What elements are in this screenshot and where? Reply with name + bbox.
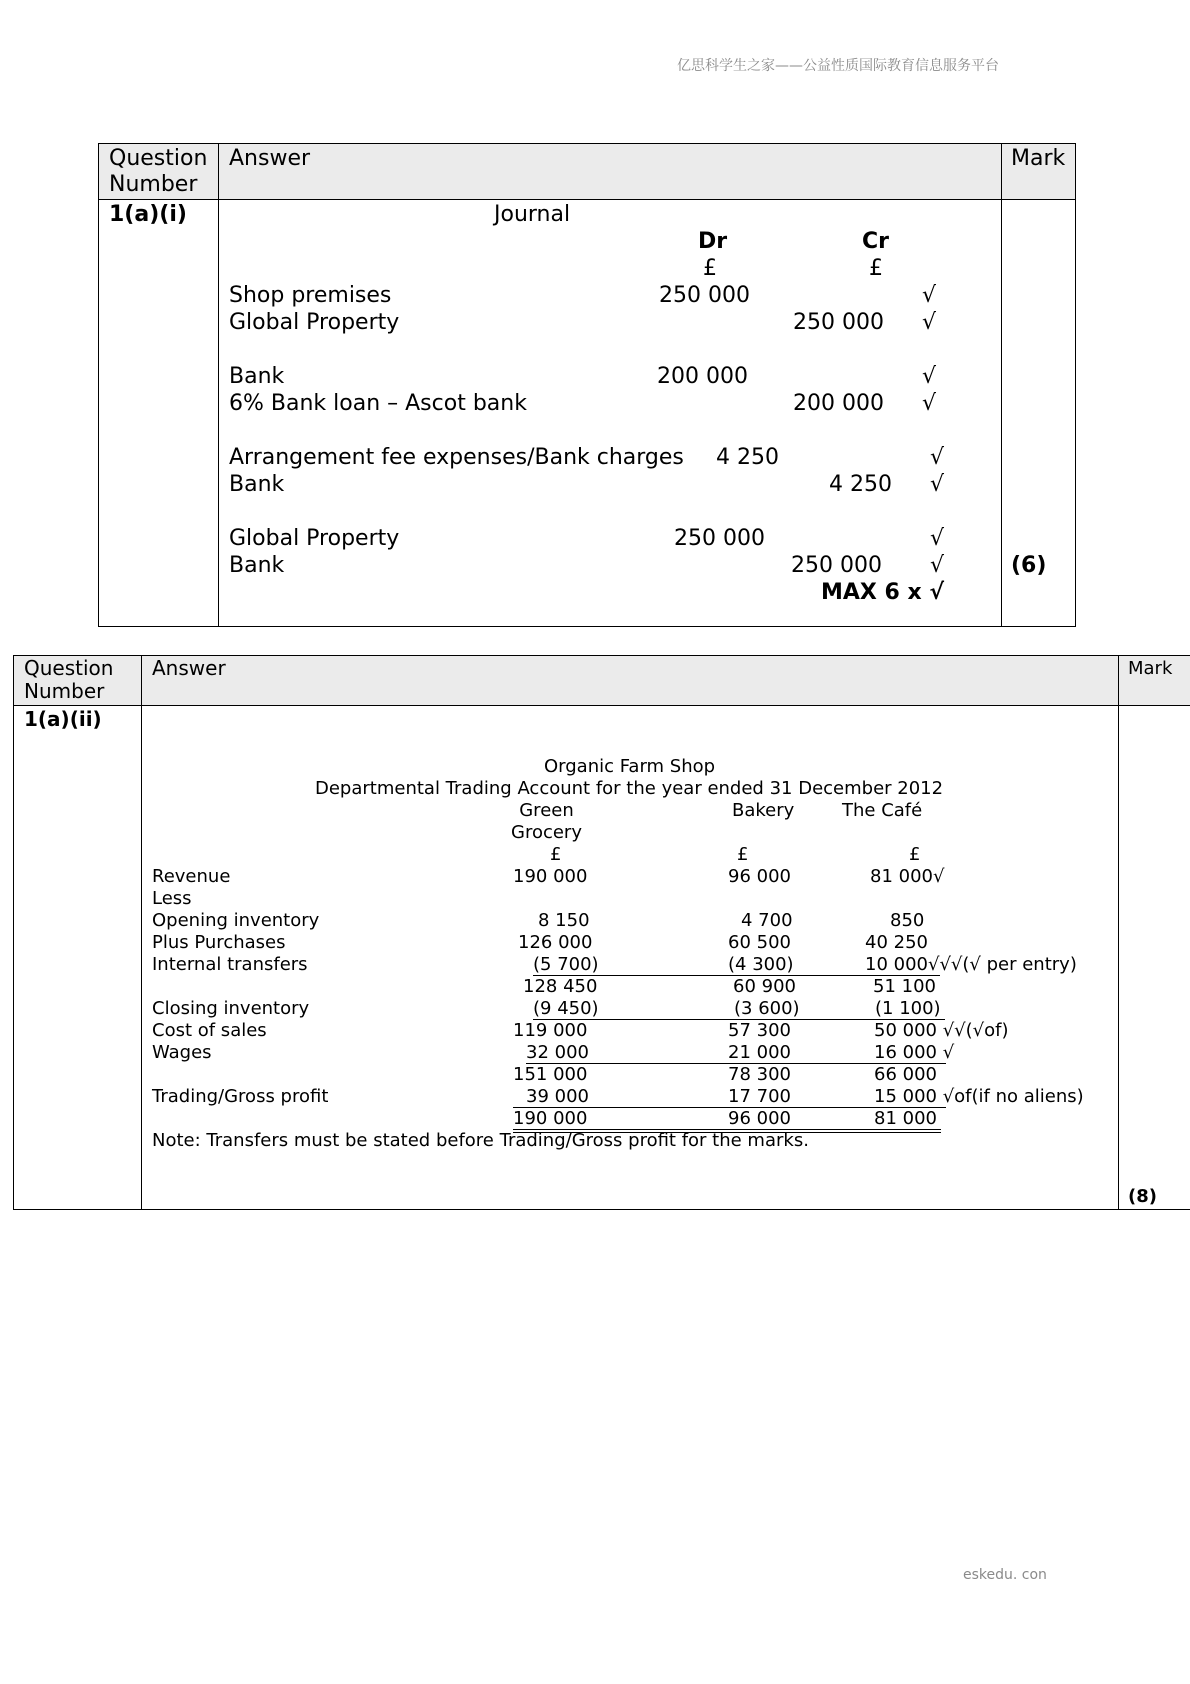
row-label: Wages — [152, 1042, 212, 1063]
currency-symbol: £ — [909, 844, 921, 865]
credit-column-label: Cr — [862, 229, 889, 254]
column-label-the-cafe: The Café — [842, 800, 923, 821]
mark-scheme-table-1aII — [13, 655, 1190, 1210]
cell-value: 119 000 — [513, 1020, 588, 1041]
tick-mark: √ — [930, 526, 945, 551]
debit-currency: £ — [703, 256, 717, 281]
row-label: Internal transfers — [152, 954, 308, 975]
cell-value: 151 000 — [513, 1064, 588, 1085]
account-subtitle: Departmental Trading Account for the year ended 31 December 2012 — [315, 778, 944, 799]
tick-mark: √ — [922, 310, 937, 335]
row-label: Less — [152, 888, 192, 909]
cell-value: 32 000 — [526, 1042, 589, 1063]
tick-mark: √ — [922, 391, 937, 416]
tick-mark: √ — [930, 553, 945, 578]
column-header-question-number: Question Number — [109, 146, 208, 197]
cell-value: 15 000 √of(if no aliens) — [874, 1086, 1084, 1107]
journal-account: Global Property — [229, 310, 400, 335]
currency-symbol: £ — [737, 844, 749, 865]
journal-credit: 250 000 — [793, 310, 884, 335]
credit-currency: £ — [869, 256, 883, 281]
cell-value: 81 000√ — [870, 866, 945, 887]
journal-credit: 200 000 — [793, 391, 884, 416]
cell-value: 8 150 — [538, 910, 590, 931]
row-label: Revenue — [152, 866, 231, 887]
journal-account: Arrangement fee expenses/Bank charges — [229, 445, 684, 470]
cell-value: 51 100 — [873, 976, 936, 997]
column-label-green-grocery: Green Grocery — [511, 800, 582, 843]
cell-value: 81 000 — [874, 1108, 937, 1129]
footer-watermark-text: eskedu. con — [963, 1567, 1047, 1583]
cell-value: 850 — [890, 910, 925, 931]
tick-mark: √ — [922, 364, 937, 389]
cell-value: 16 000 √ — [874, 1042, 955, 1063]
cell-value: 128 450 — [523, 976, 598, 997]
cell-value: 126 000 — [518, 932, 593, 953]
journal-debit: 250 000 — [674, 526, 765, 551]
cell-value: 96 000 — [728, 1108, 791, 1129]
journal-title: Journal — [494, 202, 571, 227]
cell-value: 66 000 — [874, 1064, 937, 1085]
column-header-answer: Answer — [152, 656, 226, 680]
cell-value: (3 600) — [734, 998, 800, 1019]
cell-value: 39 000 — [526, 1086, 589, 1107]
tick-mark: √ — [930, 472, 945, 497]
row-label: Opening inventory — [152, 910, 320, 931]
transfer-note: Note: Transfers must be stated before Trading/Gross profit for the marks. — [152, 1130, 809, 1151]
cell-value: 190 000 — [513, 1108, 588, 1129]
cell-value: 190 000 — [513, 866, 588, 887]
mark-scheme-table-1aI — [98, 143, 1076, 627]
tick-mark: √ — [922, 283, 937, 308]
journal-account: Global Property — [229, 526, 400, 551]
cell-value: 10 000√√√(√ per entry) — [865, 954, 1077, 975]
column-divider — [1001, 144, 1002, 626]
column-header-mark: Mark — [1128, 658, 1173, 679]
cell-value: 40 250 — [865, 932, 928, 953]
cell-value: 60 900 — [733, 976, 796, 997]
currency-symbol: £ — [550, 844, 562, 865]
column-divider — [218, 144, 219, 626]
row-label: Plus Purchases — [152, 932, 286, 953]
cell-value: 4 700 — [741, 910, 793, 931]
max-marks-note: MAX 6 x √ — [821, 580, 945, 605]
cell-value: 57 300 — [728, 1020, 791, 1041]
cell-value: 60 500 — [728, 932, 791, 953]
column-header-question-number: Question Number — [24, 656, 114, 703]
journal-account: Bank — [229, 364, 285, 389]
question-number: 1(a)(i) — [109, 202, 187, 227]
column-header-answer: Answer — [229, 146, 311, 171]
mark-value: (6) — [1011, 553, 1047, 578]
column-divider — [141, 656, 142, 1209]
debit-column-label: Dr — [698, 229, 728, 254]
cell-value: (5 700) — [533, 954, 599, 975]
journal-debit: 4 250 — [716, 445, 779, 470]
cell-value: 17 700 — [728, 1086, 791, 1107]
cell-value: 96 000 — [728, 866, 791, 887]
cell-value: 21 000 — [728, 1042, 791, 1063]
tick-mark: √ — [930, 445, 945, 470]
journal-account: Bank — [229, 553, 285, 578]
question-number: 1(a)(ii) — [24, 707, 102, 731]
cell-value: 78 300 — [728, 1064, 791, 1085]
cell-value: (9 450) — [533, 998, 599, 1019]
column-divider — [1118, 656, 1119, 1209]
cell-value: (1 100) — [875, 998, 941, 1019]
row-label: Closing inventory — [152, 998, 310, 1019]
journal-account: 6% Bank loan – Ascot bank — [229, 391, 527, 416]
column-label-bakery: Bakery — [732, 800, 795, 821]
journal-credit: 250 000 — [791, 553, 882, 578]
journal-credit: 4 250 — [829, 472, 892, 497]
mark-value: (8) — [1128, 1186, 1157, 1207]
journal-account: Bank — [229, 472, 285, 497]
row-label: Cost of sales — [152, 1020, 267, 1041]
cell-value: (4 300) — [728, 954, 794, 975]
header-watermark-text: 亿思科学生之家——公益性质国际教育信息服务平台 — [677, 58, 999, 74]
account-title: Organic Farm Shop — [544, 756, 716, 777]
cell-value: 50 000 √√(√of) — [874, 1020, 1009, 1041]
column-header-mark: Mark — [1011, 146, 1066, 171]
journal-debit: 200 000 — [657, 364, 748, 389]
journal-account: Shop premises — [229, 283, 392, 308]
row-label: Trading/Gross profit — [152, 1086, 329, 1107]
journal-debit: 250 000 — [659, 283, 750, 308]
